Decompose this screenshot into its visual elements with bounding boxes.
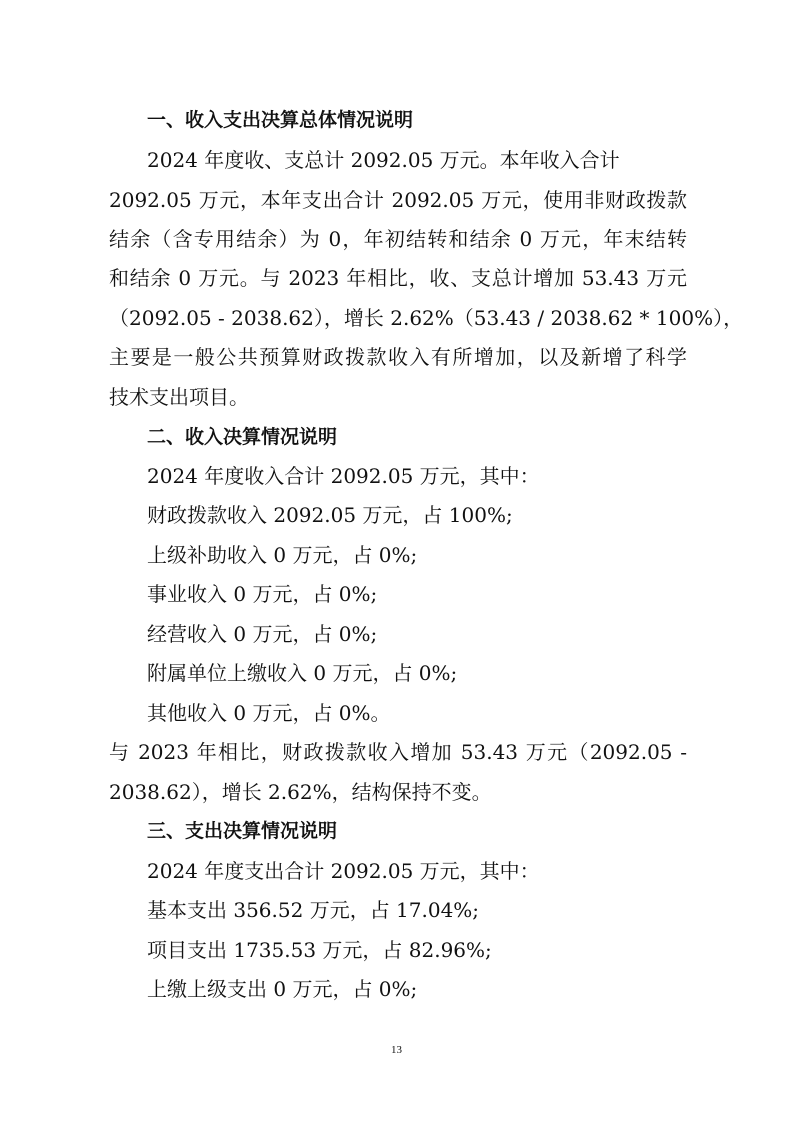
paragraph-line: 2038.62），增长 2.62%，结构保持不变。 [109,780,492,804]
paragraph-line: （2092.05 - 2038.62），增长 2.62%（53.43 / 2038.62 * 100%）， [109,306,744,330]
list-item: 经营收入 0 万元，占 0%; [147,622,378,646]
list-item: 其他收入 0 万元，占 0%。 [147,701,391,725]
paragraph-line: 与 2023 年相比，财政拨款收入增加 53.43 万元（2092.05 - [109,740,687,764]
paragraph-line: 主要是一般公共预算财政拨款收入有所增加，以及新增了科学 [109,345,687,369]
paragraph-line: 2024 年度支出合计 2092.05 万元，其中： [147,859,540,883]
list-item: 事业收入 0 万元，占 0%; [147,582,378,606]
section-heading-overview: 一、收入支出决算总体情况说明 [147,109,414,131]
list-item: 项目支出 1735.53 万元，占 82.96%; [147,938,492,962]
list-item: 财政拨款收入 2092.05 万元，占 100%; [147,503,513,527]
section-heading-expenditure: 三、支出决算情况说明 [147,820,338,842]
list-item: 上级补助收入 0 万元，占 0%; [147,543,418,567]
paragraph-line: 2092.05 万元，本年支出合计 2092.05 万元，使用非财政拨款 [109,188,687,212]
list-item: 基本支出 356.52 万元，占 17.04%; [147,898,480,922]
paragraph-line: 2024 年度收入合计 2092.05 万元，其中： [147,464,540,488]
paragraph-line: 2024 年度收、支总计 2092.05 万元。本年收入合计 [147,148,620,172]
list-item: 上缴上级支出 0 万元，占 0%; [147,977,418,1001]
paragraph-line: 结余（含专用结余）为 0，年初结转和结余 0 万元，年末结转 [109,227,687,251]
section-heading-income: 二、收入决算情况说明 [147,426,338,448]
page-number: 13 [391,1044,402,1056]
paragraph-line: 技术支出项目。 [109,385,249,409]
list-item: 附属单位上缴收入 0 万元，占 0%; [147,661,458,685]
paragraph-line: 和结余 0 万元。与 2023 年相比，收、支总计增加 53.43 万元 [109,266,687,290]
